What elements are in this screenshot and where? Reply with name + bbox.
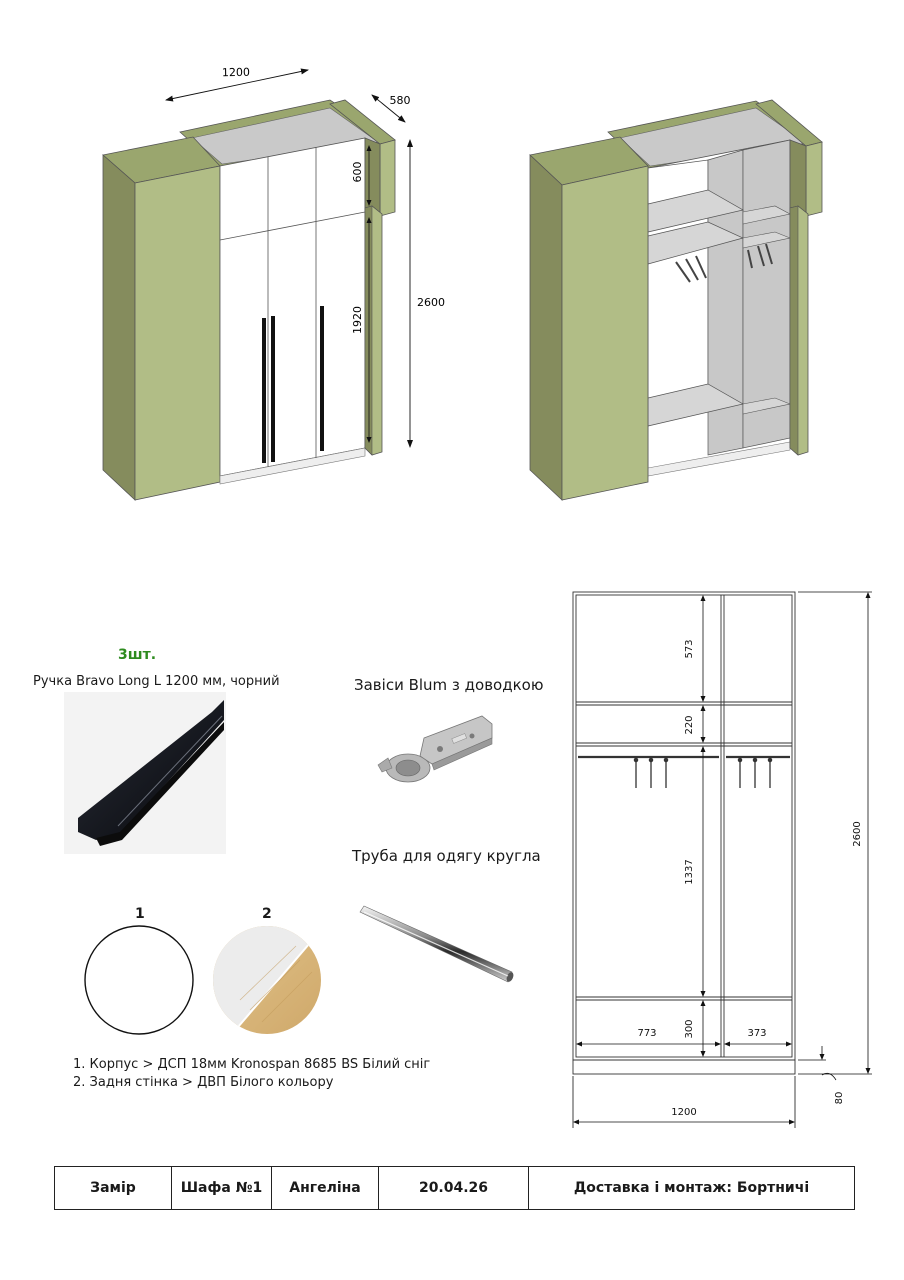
info-cell-client: Ангеліна (272, 1167, 379, 1210)
left-panel-front (562, 166, 648, 500)
info-cell-measure: Замір (55, 1167, 172, 1210)
info-row (55, 1167, 855, 1210)
swatch-1 (85, 926, 193, 1034)
material-line-1: 1. Корпус > ДСП 18мм Kronospan 8685 BS Білий сніг (73, 1057, 431, 1072)
info-cell-delivery: Доставка і монтаж: Бортничі (529, 1167, 855, 1210)
swatch-2 (213, 926, 321, 1034)
left-panel-side (530, 155, 562, 500)
dim-width-3d: 1200 (221, 65, 251, 80)
dim-373: 373 (747, 1028, 767, 1039)
wardrobe-body (220, 138, 365, 476)
front-inner (576, 595, 792, 1057)
left-panel-front (135, 166, 220, 500)
right-side-panel-edge (790, 206, 798, 455)
handle-photo (64, 692, 226, 854)
right-top-block-front (806, 142, 822, 216)
right-top-block-side (790, 140, 806, 216)
wardrobe-3d-closed (103, 100, 395, 500)
pipe-title: Труба для одягу кругла (352, 847, 541, 865)
dim-depth-3d: 580 (389, 94, 411, 107)
dim-1337: 1337 (684, 859, 695, 885)
info-cell-date: 20.04.26 (379, 1167, 529, 1210)
wardrobe-3d-open (530, 100, 822, 500)
front-outer (573, 592, 795, 1060)
handle-title: Ручка Bravo Long L 1200 мм, чорний (33, 674, 280, 689)
door-handle (262, 318, 266, 463)
door-handle (271, 316, 275, 462)
right-top-block-side (365, 138, 380, 216)
material-line-2: 2. Задня стінка > ДВП Білого кольору (73, 1075, 334, 1090)
front-view-labels (637, 639, 863, 1118)
dim-300: 300 (684, 1019, 695, 1039)
dim-height-3d: 2600 (417, 296, 445, 309)
info-table (54, 1166, 855, 1210)
swatch-1-number: 1 (135, 906, 145, 922)
dim-1200: 1200 (671, 1107, 697, 1118)
dim-80: 80 (834, 1091, 845, 1105)
left-panel-side (103, 155, 135, 500)
dim-door-3d: 1920 (351, 306, 364, 334)
right-side-panel-edge (365, 206, 372, 455)
door-handle (320, 306, 324, 451)
dim-220: 220 (684, 715, 695, 735)
pipe-photo (360, 906, 515, 983)
hinge-photo (378, 716, 492, 782)
info-cell-wardrobe: Шафа №1 (172, 1167, 272, 1210)
right-top-block-front (380, 140, 395, 216)
front-plinth (573, 1060, 795, 1074)
front-view-dimensions (573, 592, 872, 1128)
dim-top-3d: 600 (351, 161, 364, 183)
dim-573: 573 (684, 639, 695, 659)
handle-quantity: 3шт. (118, 647, 157, 663)
swatch-2-number: 2 (262, 906, 272, 922)
dim-773: 773 (637, 1028, 657, 1039)
hinge-title: Завіси Blum з доводкою (354, 676, 544, 694)
front-view-drawing (573, 592, 795, 1074)
dim-2600: 2600 (852, 821, 863, 847)
